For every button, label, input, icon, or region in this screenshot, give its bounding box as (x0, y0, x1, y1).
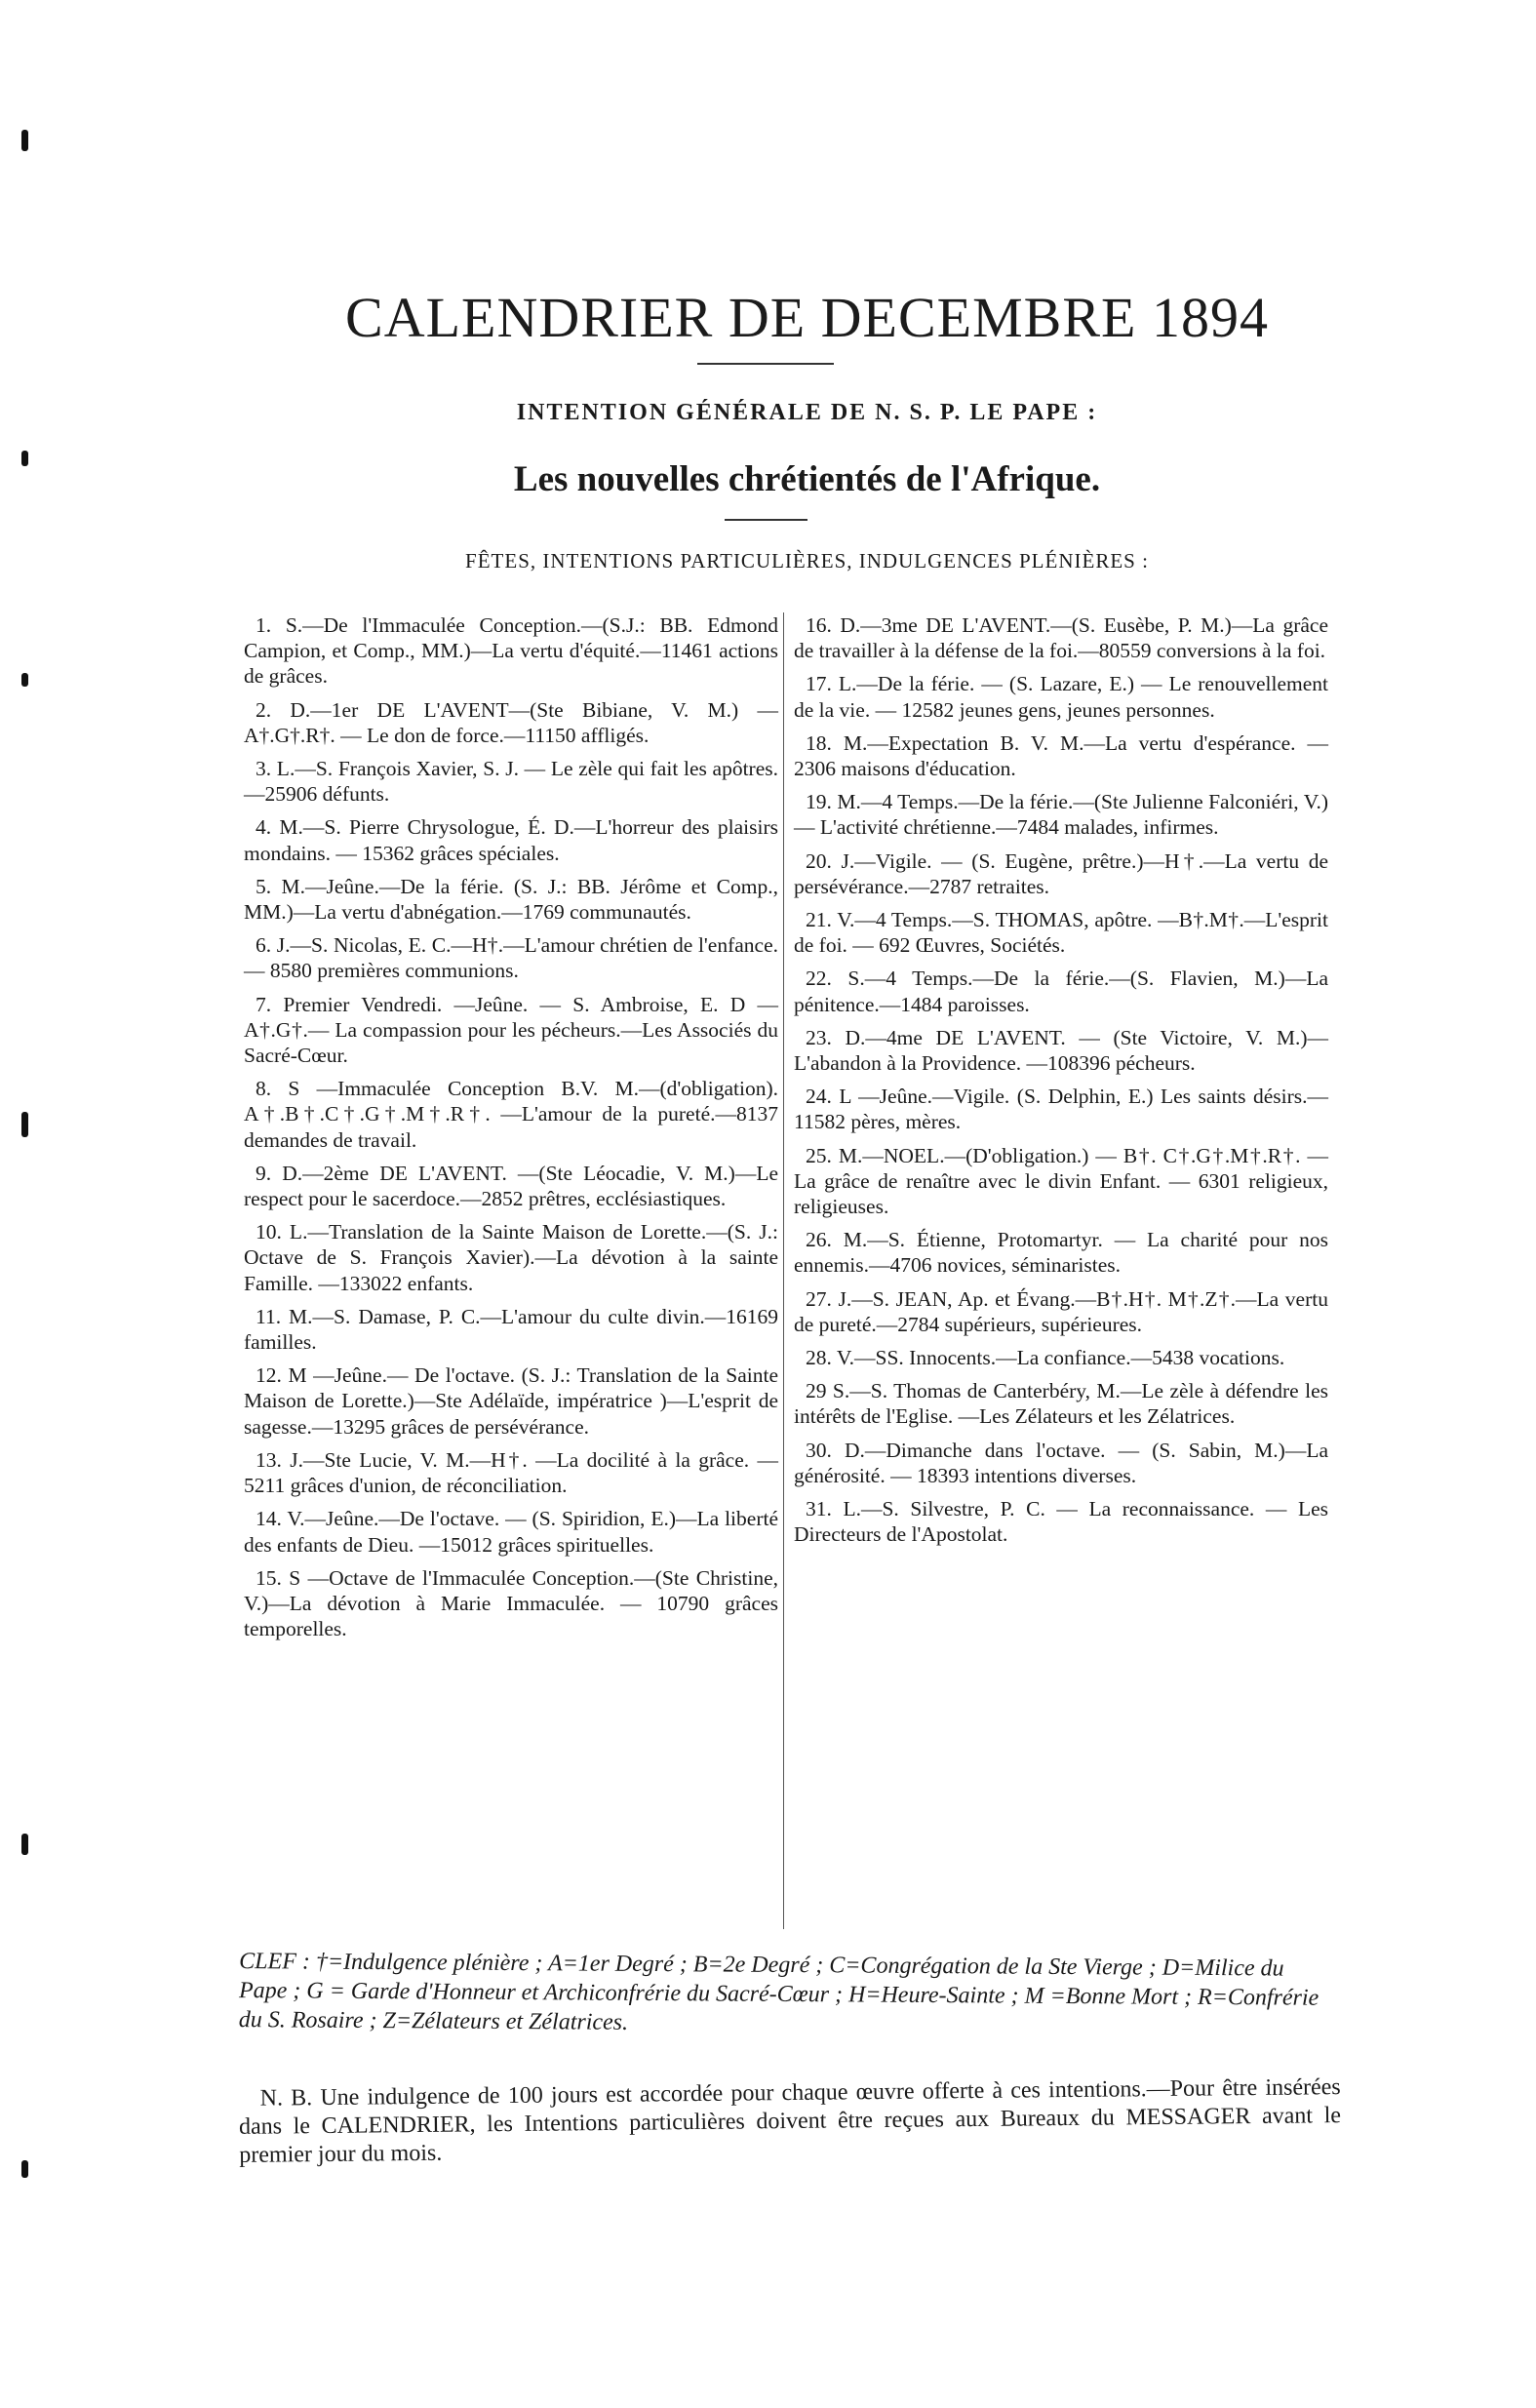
calendar-entry: 17. L.—De la férie. — (S. Lazare, E.) — Le renouvellement de la vie. — 12582 jeunes gens, jeunes personnes. (794, 672, 1328, 722)
calendar-entry: 10. L.—Translation de la Sainte Maison de Lorette.—(S. J.: Octave de S. François Xavier).—La dévotion à la sainte Famille. —133022 enfants. (244, 1220, 778, 1295)
margin-mark (21, 130, 28, 151)
page-title: CALENDRIER DE DECEMBRE 1894 (345, 286, 1269, 349)
intention-label: INTENTION GÉNÉRALE DE N. S. P. LE PAPE : (516, 400, 1098, 425)
margin-mark (21, 451, 28, 466)
intention-rule (725, 519, 807, 521)
calendar-entry: 4. M.—S. Pierre Chrysologue, É. D.—L'horreur des plaisirs mondains. — 15362 grâces spéciales. (244, 815, 778, 865)
calendar-entry: 3. L.—S. François Xavier, S. J. — Le zèle qui fait les apôtres.—25906 défunts. (244, 757, 778, 807)
margin-mark (21, 2160, 28, 2178)
calendar-entry: 9. D.—2ème DE L'AVENT. —(Ste Léocadie, V. M.)—Le respect pour le sacerdoce.—2852 prêtres, ecclésiastiques. (244, 1161, 778, 1211)
margin-mark (21, 1834, 28, 1855)
calendar-entry: 26. M.—S. Étienne, Protomartyr. — La charité pour nos ennemis.—4706 novices, séminaristes. (794, 1228, 1328, 1278)
calendar-entry: 19. M.—4 Temps.—De la férie.—(Ste Julienne Falconiéri, V.) — L'activité chrétienne.—7484 malades, infirmes. (794, 790, 1328, 840)
calendar-entry: 8. S —Immaculée Conception B.V. M.—(d'obligation). A†.B†.C†.G†.M†.R†. —L'amour de la pureté.—8137 demandes de travail. (244, 1077, 778, 1152)
calendar-entry: 27. J.—S. JEAN, Ap. et Évang.—B†.H†. M†.Z†.—La vertu de pureté.—2784 supérieurs, supérieures. (794, 1286, 1328, 1336)
calendar-entry: 6. J.—S. Nicolas, E. C.—H†.—L'amour chrétien de l'enfance.— 8580 premières communions. (244, 933, 778, 983)
column-divider (783, 612, 784, 1929)
calendar-entry: 24. L —Jeûne.—Vigile. (S. Delphin, E.) Les saints désirs.—11582 pères, mères. (794, 1085, 1328, 1134)
calendar-entry: 12. M —Jeûne.— De l'octave. (S. J.: Translation de la Sainte Maison de Lorette.)—Ste Adélaïde, impératrice )—L'esprit de sagesse.—13295 grâces de persévérance. (244, 1363, 778, 1439)
calendar-entry: 22. S.—4 Temps.—De la férie.—(S. Flavien, M.)—La pénitence.—1484 paroisses. (794, 967, 1328, 1016)
calendar-entry: 2. D.—1er DE L'AVENT—(Ste Bibiane, V. M.) — A†.G†.R†. — Le don de force.—11150 affligés. (244, 697, 778, 747)
right-column (794, 612, 1328, 1556)
calendar-entry: 16. D.—3me DE L'AVENT.—(S. Eusèbe, P. M.)—La grâce de travailler à la défense de la foi.—80559 conversions à la foi. (794, 613, 1328, 663)
calendar-entry: 7. Premier Vendredi. —Jeûne. — S. Ambroise, E. D —A†.G†.— La compassion pour les pécheurs.—Les Associés du Sacré-Cœur. (244, 992, 778, 1068)
calendar-entry: 29 S.—S. Thomas de Canterbéry, M.—Le zèle à défendre les intérêts de l'Eglise. —Les Zélateurs et les Zélatrices. (794, 1379, 1328, 1429)
calendar-entry: 1. S.—De l'Immaculée Conception.—(S.J.: BB. Edmond Campion, et Comp., MM.)—La vertu d'équité.—11461 actions de grâces. (244, 613, 778, 689)
legend-key: CLEF : †=Indulgence plénière ; A=1er Degré ; B=2e Degré ; C=Congrégation de la Ste Vierge ; D=Milice du Pape ; G = Garde d'Honneur et Archiconfrérie du Sacré-Cœur ; H=Heure-Sainte ; M =Bonne Mort ; R=Confrérie du S. Rosaire ; Z=Zélateurs et Zélatrices. (238, 1949, 1319, 2035)
calendar-entry: 15. S —Octave de l'Immaculée Conception.—(Ste Christine, V.)—La dévotion à Marie Immaculée. — 10790 grâces temporelles. (244, 1565, 778, 1641)
calendar-entry: 25. M.—NOEL.—(D'obligation.) — B†. C†.G†.M†.R†. — La grâce de renaître avec le divin Enfant. — 6301 religieux, religieuses. (794, 1143, 1328, 1219)
calendar-entry: 5. M.—Jeûne.—De la férie. (S. J.: BB. Jérôme et Comp., MM.)—La vertu d'abnégation.—1769 communautés. (244, 874, 778, 925)
calendar-entry: 28. V.—SS. Innocents.—La confiance.—5438 vocations. (806, 1346, 1285, 1370)
section-label: FÊTES, INTENTIONS PARTICULIÈRES, INDULGENCES PLÉNIÈRES : (465, 549, 1149, 572)
margin-mark (21, 1112, 28, 1137)
left-column (244, 612, 778, 1649)
margin-mark (21, 673, 28, 687)
intention-title: Les nouvelles chrétientés de l'Afrique. (513, 459, 1101, 499)
calendar-entry: 23. D.—4me DE L'AVENT. — (Ste Victoire, V. M.)—L'abandon à la Providence. —108396 pécheurs. (794, 1025, 1328, 1076)
calendar-entry: 14. V.—Jeûne.—De l'octave. — (S. Spiridion, E.)—La liberté des enfants de Dieu. —15012 grâces spirituelles. (244, 1507, 778, 1557)
calendar-entry: 30. D.—Dimanche dans l'octave. — (S. Sabin, M.)—La générosité. — 18393 intentions diverses. (794, 1438, 1328, 1487)
title-rule (697, 363, 834, 365)
calendar-entry: 18. M.—Expectation B. V. M.—La vertu d'espérance. — 2306 maisons d'éducation. (794, 730, 1328, 781)
calendar-entry: 21. V.—4 Temps.—S. THOMAS, apôtre. —B†.M†.—L'esprit de foi. — 692 Œuvres, Sociétés. (794, 908, 1328, 958)
calendar-entry: 31. L.—S. Silvestre, P. C. — La reconnaissance. — Les Directeurs de l'Apostolat. (794, 1497, 1328, 1547)
footnote: N. B. Une indulgence de 100 jours est accordée pour chaque œuvre offerte à ces intentions.—Pour être insérées dans le CALENDRIER, les Intentions particulières doivent être reçues aux Bureaux du MESSAGER avant le premier jour du mois. (238, 2074, 1342, 2168)
calendar-entry: 20. J.—Vigile. — (S. Eugène, prêtre.)—H†.—La vertu de persévérance.—2787 retraites. (794, 849, 1328, 898)
calendar-entry: 13. J.—Ste Lucie, V. M.—H†. —La docilité à la grâce. — 5211 grâces d'union, de réconciliation. (244, 1447, 778, 1498)
calendar-entry: 11. M.—S. Damase, P. C.—L'amour du culte divin.—16169 familles. (244, 1304, 778, 1355)
